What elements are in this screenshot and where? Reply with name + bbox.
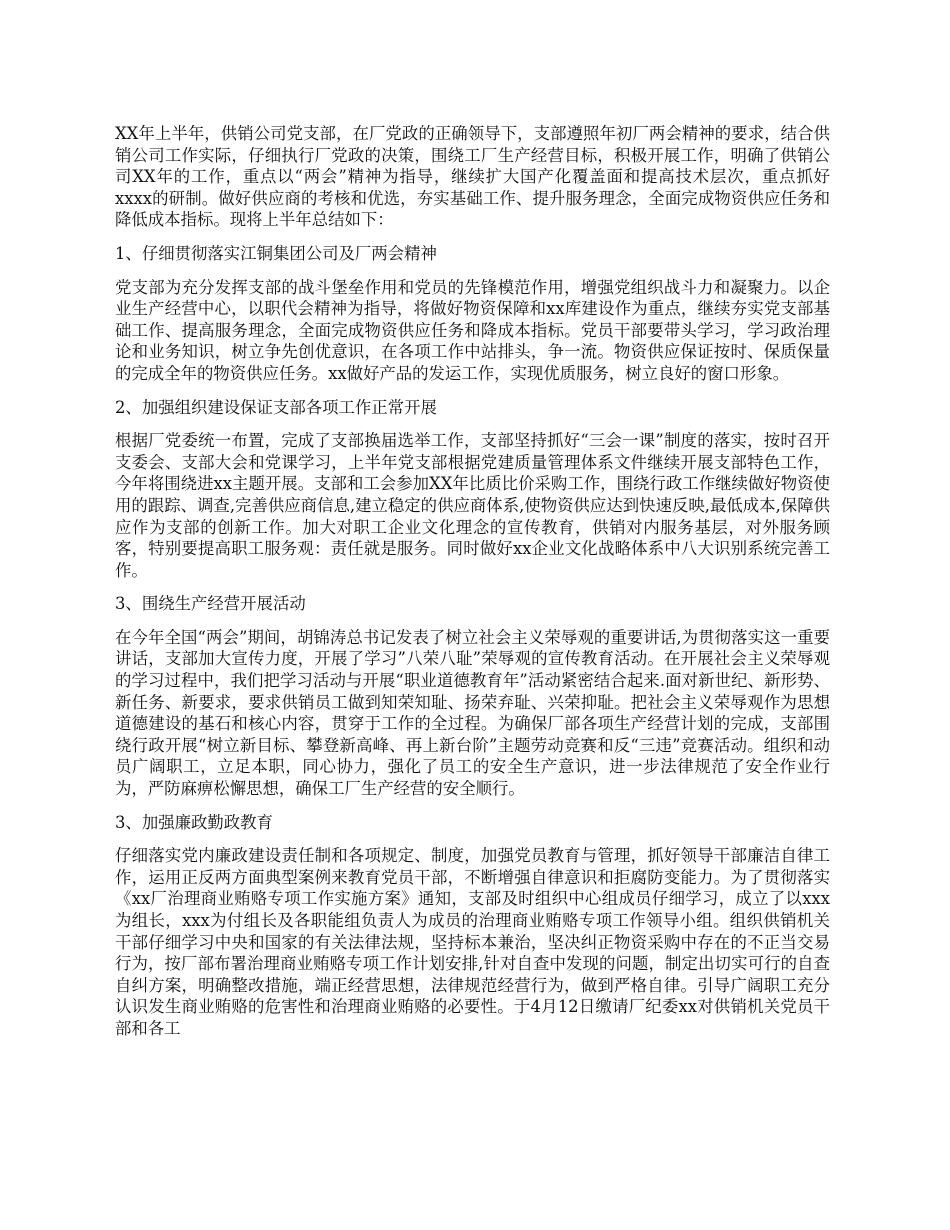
- section-4-heading: 3、加强廉政勤政教育: [115, 812, 273, 832]
- section-3-body: 在今年全国“两会”期间，胡锦涛总书记发表了树立社会主义荣辱观的重要讲话,为贯彻落实这一重要讲话，支部加大宣传力度，开展了学习”八荣八耻”荣辱观的宣传教育活动。在开展社会主义荣辱观的学习过程中，我们把学习活动与开展“职业道德教育年”活动紧密结合起来.面对新世纪、新形势、新任务、新要求，要求供销员工做到知荣知耻、扬荣弃耻、兴荣抑耻。把社会主义荣辱观作为思想道德建设的基石和核心内容，贯穿于工作的全过程。为确保厂部各项生产经营计划的完成，支部围绕行政开展“树立新目标、攀登新高峰、再上新台阶”主题劳动竞赛和反“三违”竞赛活动。组织和动员广阔职工，立足本职，同心协力，强化了员工的安全生产意识，进一步法律规范了安全作业行为，严防麻痹松懈思想，确保工厂生产经营的安全顺行。: [115, 627, 830, 799]
- section-2-body: 根据厂党委统一布置，完成了支部换届选举工作，支部坚持抓好“三会一课”制度的落实，按时召开支委会、支部大会和党课学习，上半年党支部根据党建质量管理体系文件继续开展支部特色工作，今年将围绕进xx主题开展。支部和工会参加XX年比质比价采购工作，围绕行政工作继续做好物资使用的跟踪、调查,完善供应商信息,建立稳定的供应商体系,使物资供应达到快速反映,最低成本,保障供应作为支部的创新工作。加大对职工企业文化理念的宣传教育，供销对内服务基层，对外服务顾客，特别要提高职工服务观：责任就是服务。同时做好xx企业文化战略体系中八大识别系统完善工作。: [115, 431, 830, 580]
- section-2-heading: 2、加强组织建设保证支部各项工作正常开展: [115, 397, 437, 417]
- intro-paragraph: XX年上半年，供销公司党支部，在厂党政的正确领导下，支部遵照年初厂两会精神的要求，结合供销公司工作实际，仔细执行厂党政的决策，围绕工厂生产经营目标，积极开展工作，明确了供销公司XX年的工作，重点以“两会”精神为指导，继续扩大国产化覆盖面和提高技术层次，重点抓好xxxx的研制。做好供应商的考核和优选，夯实基础工作、提升服务理念，全面完成物资供应任务和降低成本指标。现将上半年总结如下：: [115, 124, 830, 230]
- section-1-heading: 1、仔细贯彻落实江铜集团公司及厂两会精神: [115, 243, 437, 263]
- section-3-heading: 3、围绕生产经营开展活动: [115, 594, 306, 614]
- section-4-body: 仔细落实党内廉政建设责任制和各项规定、制度，加强党员教育与管理，抓好领导干部廉洁自律工作，运用正反两方面典型案例来教育党员干部，不断增强自律意识和拒腐防变能力。为了贯彻落实《xx厂治理商业贿赂专项工作实施方案》通知，支部及时组织中心组成员仔细学习，成立了以xxx为组长，xxx为付组长及各职能组负责人为成员的治理商业贿赂专项工作领导小组。组织供销机关干部仔细学习中央和国家的有关法律法规，坚持标本兼治，坚决纠正物资采购中存在的不正当交易行为，按厂部布署治理商业贿赂专项工作计划安排,针对自查中发现的问题，制定出切实可行的自查自纠方案，明确整改措施，端正经营思想，法律规范经营行为，做到严格自律。引导广阔职工充分认识发生商业贿赂的危害性和治理商业贿赂的必要性。于4月12日缴请厂纪委xx对供销机关党员干部和各工: [115, 846, 830, 1038]
- document-page: [115, 123, 830, 1052]
- section-1-body: 党支部为充分发挥支部的战斗堡垒作用和党员的先锋模范作用，增强党组织战斗力和凝聚力。以企业生产经营中心，以职代会精神为指导，将做好物资保障和xx库建设作为重点，继续夯实党支部基础工作、提高服务理念，全面完成物资供应任务和降成本指标。党员干部要带头学习，学习政治理论和业务知识，树立争先创优意识，在各项工作中站排头，争一流。物资供应保证按时、保质保量的完成全年的物资供应任务。xx做好产品的发运工作，实现优质服务，树立良好的窗口形象。: [115, 277, 830, 383]
